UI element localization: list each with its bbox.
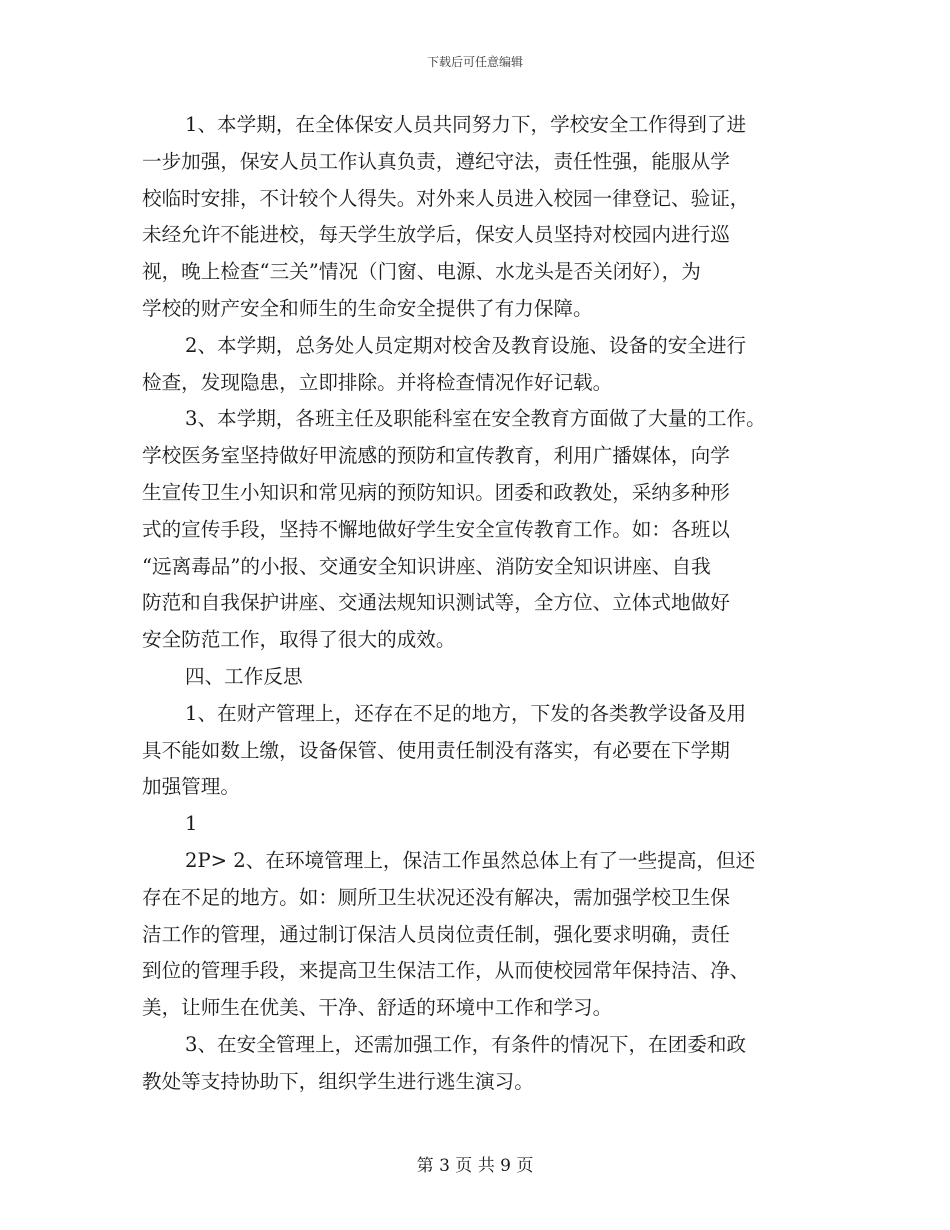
text-line: 到位的管理手段，来提高卫生保洁工作，从而使校园常年保持洁、净、 — [142, 959, 750, 983]
text-line: 教处等支持协助下，组织学生进行逃生演习。 — [142, 1069, 534, 1093]
text-line: 未经允许不能进校，每天学生放学后，保安人员坚持对校园内进行巡 — [142, 223, 730, 247]
text-line: 1 — [185, 812, 198, 836]
text-line: 2、本学期，总务处人员定期对校舍及教育设施、设备的安全进行 — [185, 333, 747, 357]
text-line: 检查，发现隐患，立即排除。并将检查情况作好记载。 — [142, 370, 613, 394]
text-line: 安全防范工作，取得了很大的成效。 — [142, 628, 456, 652]
text-line: 3、在安全管理上，还需加强工作，有条件的情况下，在团委和政 — [185, 1032, 747, 1056]
text-line: 视，晚上检查“三关”情况（门窗、电源、水龙头是否关闭好），为 — [142, 260, 701, 284]
text-line: 1、本学期，在全体保安人员共同努力下，学校安全工作得到了进 — [185, 113, 747, 136]
document-body — [142, 107, 822, 1101]
text-line: 学校的财产安全和师生的生命安全提供了有力保障。 — [142, 296, 593, 320]
text-line: 3、本学期，各班主任及职能科室在安全教育方面做了大量的工作。 — [185, 407, 766, 431]
text-line: 防范和自我保护讲座、交通法规知识测试等，全方位、立体式地做好 — [142, 591, 730, 615]
text-line: 2P> 2、在环境管理上，保洁工作虽然总体上有了一些提高，但还 — [185, 848, 756, 872]
text-line: 式的宣传手段，坚持不懈地做好学生安全宣传教育工作。如：各班以 — [142, 517, 730, 541]
text-line: 存在不足的地方。如：厕所卫生状况还没有解决，需加强学校卫生保 — [142, 885, 730, 909]
text-line: “远离毒品”的小报、交通安全知识讲座、消防安全知识讲座、自我 — [142, 554, 711, 578]
text-line: 洁工作的管理，通过制订保洁人员岗位责任制，强化要求明确，责任 — [142, 922, 730, 946]
text-line: 学校医务室坚持做好甲流感的预防和宣传教育，利用广播媒体，向学 — [142, 444, 730, 468]
text-line: 校临时安排，不计较个人得失。对外来人员进入校园一律登记、验证， — [142, 186, 750, 210]
text-line: 生宣传卫生小知识和常见病的预防知识。团委和政教处，采纳多种形 — [142, 480, 730, 504]
text-line: 加强管理。 — [142, 775, 240, 799]
page-number-footer: 第 3 页 共 9 页 — [416, 1156, 534, 1176]
text-line: 一步加强，保安人员工作认真负责，遵纪守法，责任性强，能服从学 — [142, 149, 730, 173]
page-header: 下载后可任意编辑 — [426, 55, 523, 69]
text-line: 具不能如数上缴，设备保管、使用责任制没有落实，有必要在下学期 — [142, 738, 730, 762]
text-line: 1、在财产管理上，还存在不足的地方，下发的各类教学设备及用 — [185, 701, 747, 725]
text-line: 美，让师生在优美、干净、舒适的环境中工作和学习。 — [142, 996, 613, 1020]
text-line: 四、工作反思 — [185, 664, 303, 688]
